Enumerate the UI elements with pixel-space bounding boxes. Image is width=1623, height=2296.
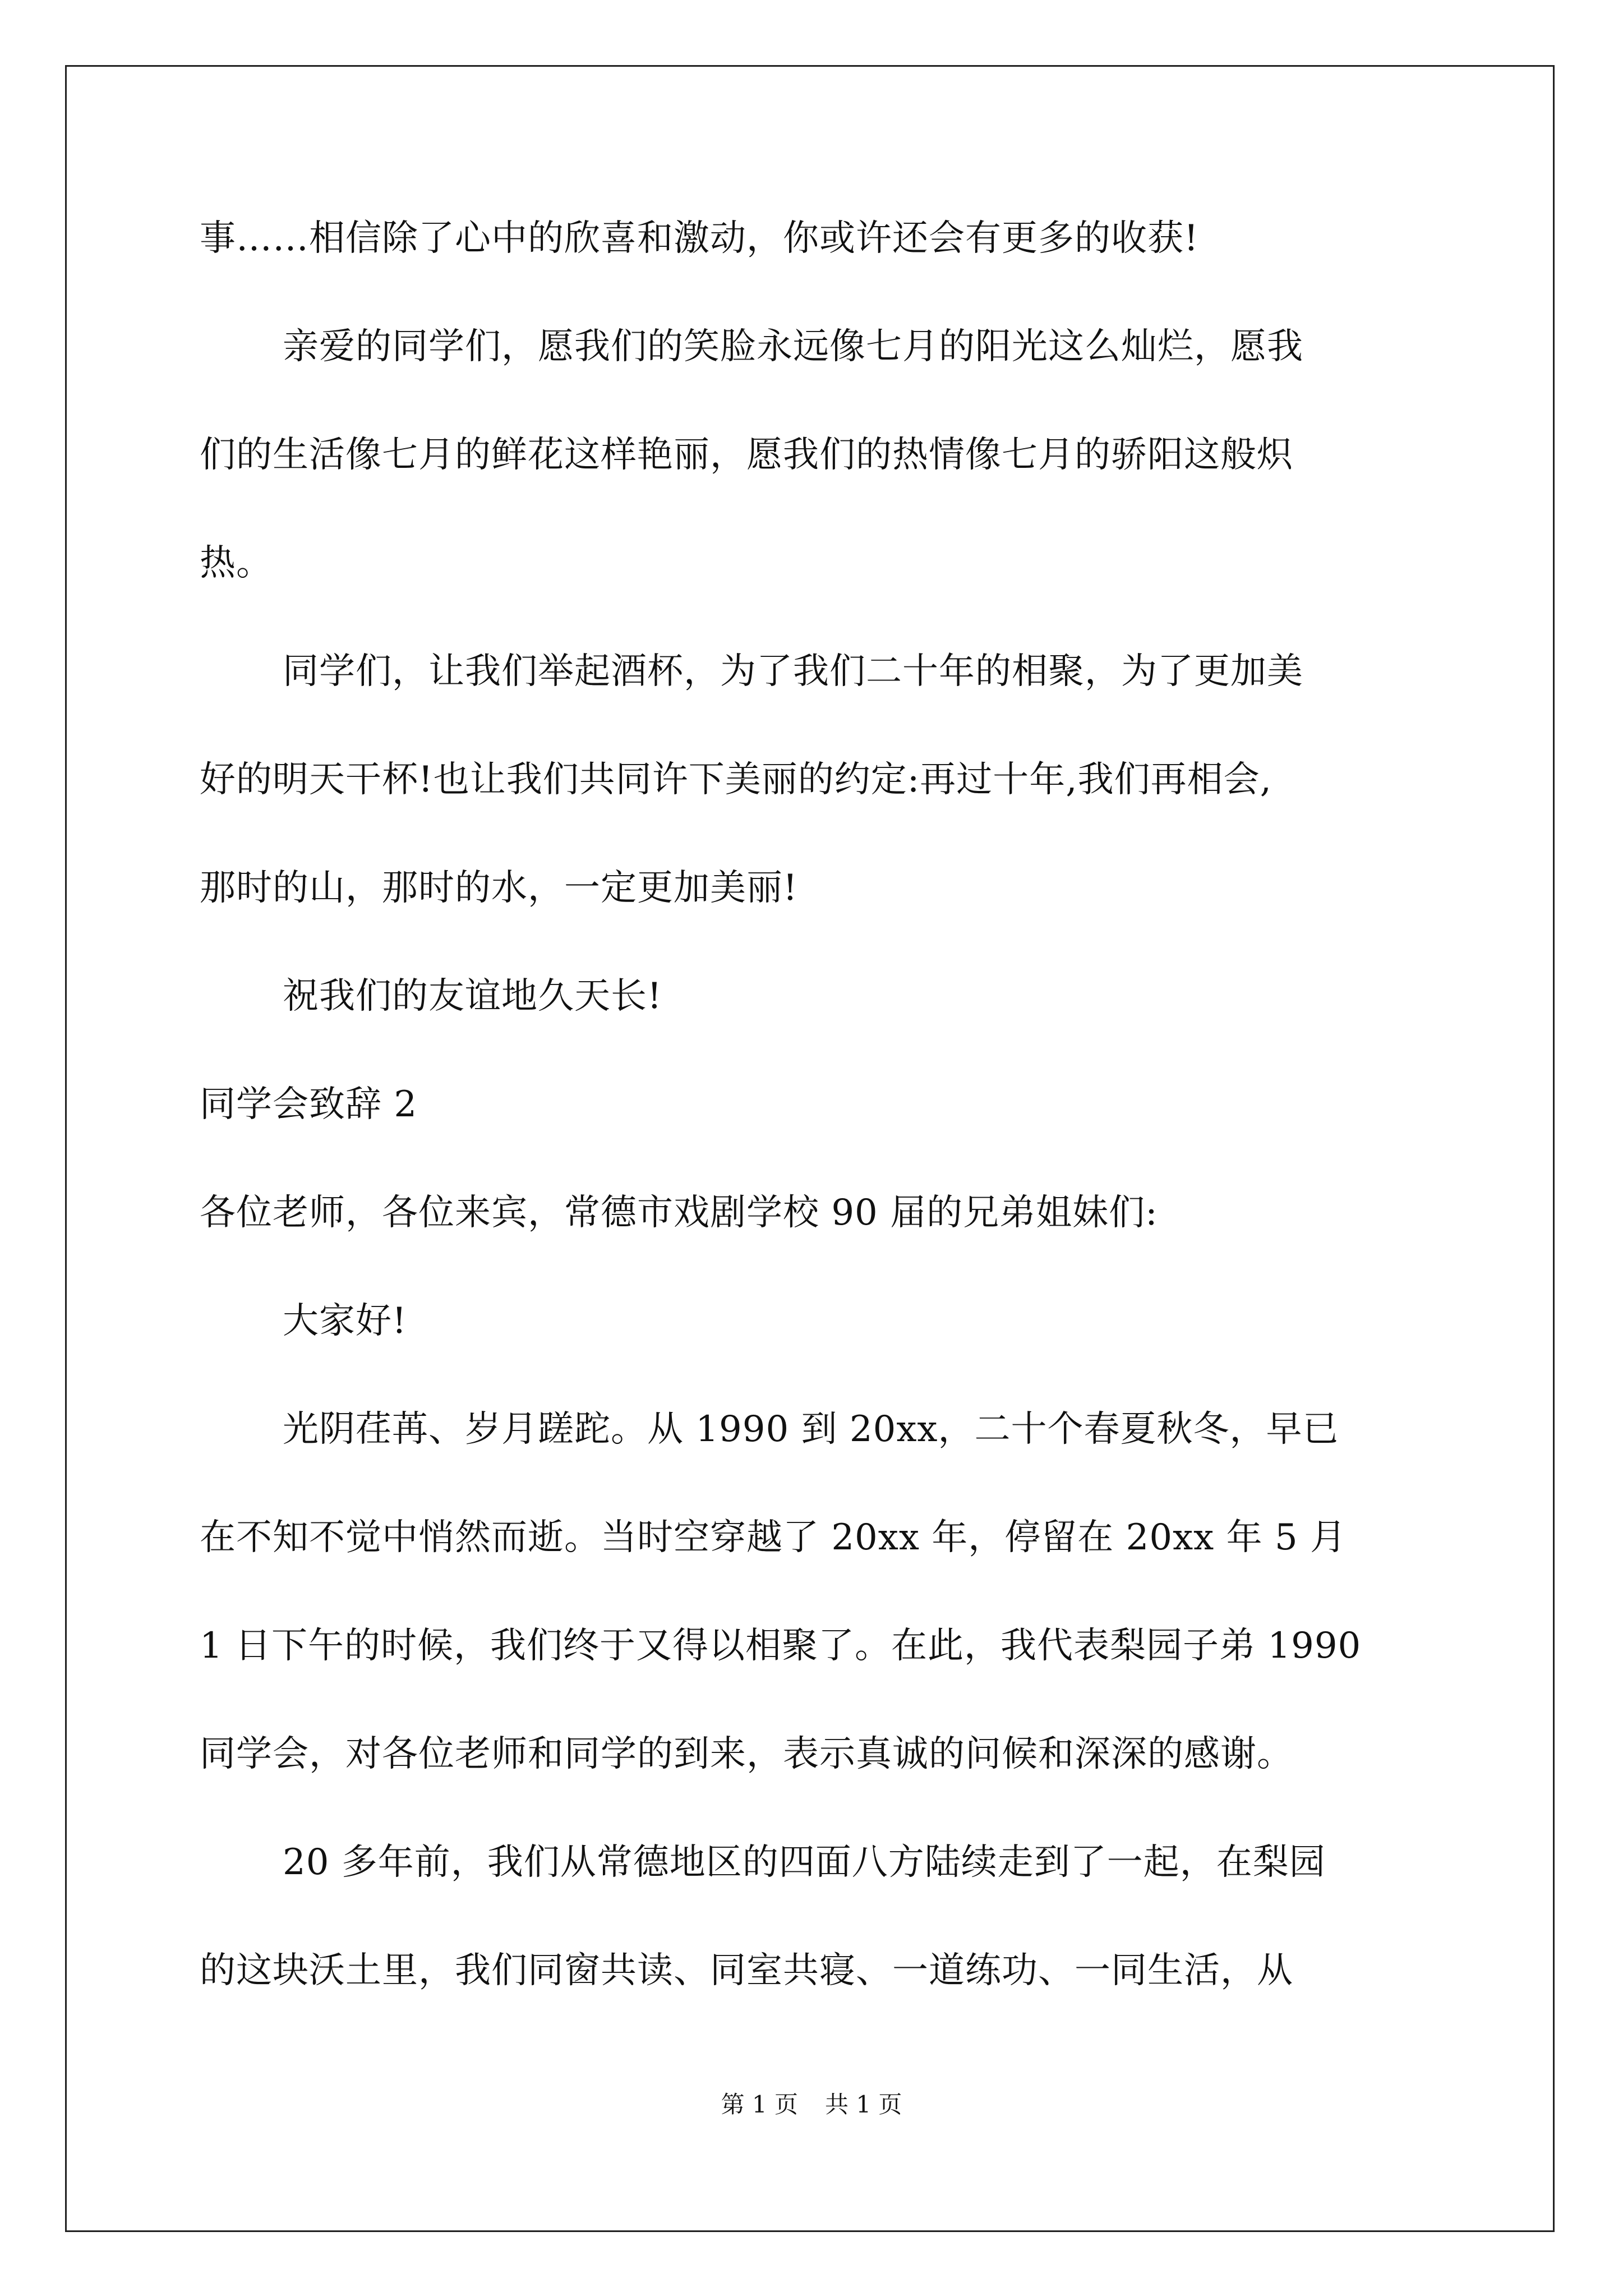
page-number: 第 1 页 [721,2091,798,2118]
paragraph-line: 祝我们的友谊地久天长! [283,976,662,1017]
greeting: 大家好! [283,1300,407,1342]
section-heading: 同学会致辞 2 [200,1084,418,1125]
paragraph-line: 光阴荏苒、岁月蹉跎。从 1990 到 20xx，二十个春夏秋冬，早已 [283,1409,1339,1450]
paragraph-line: 亲爱的同学们，愿我们的笑脸永远像七月的阳光这么灿烂，愿我 [283,326,1303,367]
salutation: 各位老师，各位来宾，常德市戏剧学校 90 届的兄弟姐妹们: [200,1192,1158,1234]
page-footer [0,2090,1623,2120]
paragraph-line: 事……相信除了心中的欣喜和激动，你或许还会有更多的收获! [200,218,1199,259]
paragraph-line: 热。 [200,542,273,584]
paragraph-line: 们的生活像七月的鲜花这样艳丽，愿我们的热情像七月的骄阳这般炽 [200,434,1293,476]
paragraph-line: 同学会，对各位老师和同学的到来，表示真诚的问候和深深的感谢。 [200,1733,1293,1775]
paragraph-line: 20 多年前，我们从常德地区的四面八方陆续走到了一起，在梨园 [283,1842,1326,1883]
page-total: 共 1 页 [825,2091,902,2118]
paragraph-line: 1 日下午的时候，我们终于又得以相聚了。在此，我代表梨园子弟 1990 [200,1625,1362,1667]
paragraph-line: 好的明天干杯!也让我们共同许下美丽的约定:再过十年,我们再相会, [200,759,1272,800]
paragraph-line: 那时的山，那时的水，一定更加美丽! [200,867,798,909]
paragraph-line: 在不知不觉中悄然而逝。当时空穿越了 20xx 年，停留在 20xx 年 5 月 [200,1517,1347,1558]
paragraph-line: 同学们，让我们举起酒杯，为了我们二十年的相聚，为了更加美 [283,651,1303,692]
paragraph-line: 的这块沃土里，我们同窗共读、同室共寝、一道练功、一同生活，从 [200,1950,1293,1991]
page-border [65,65,1555,2232]
